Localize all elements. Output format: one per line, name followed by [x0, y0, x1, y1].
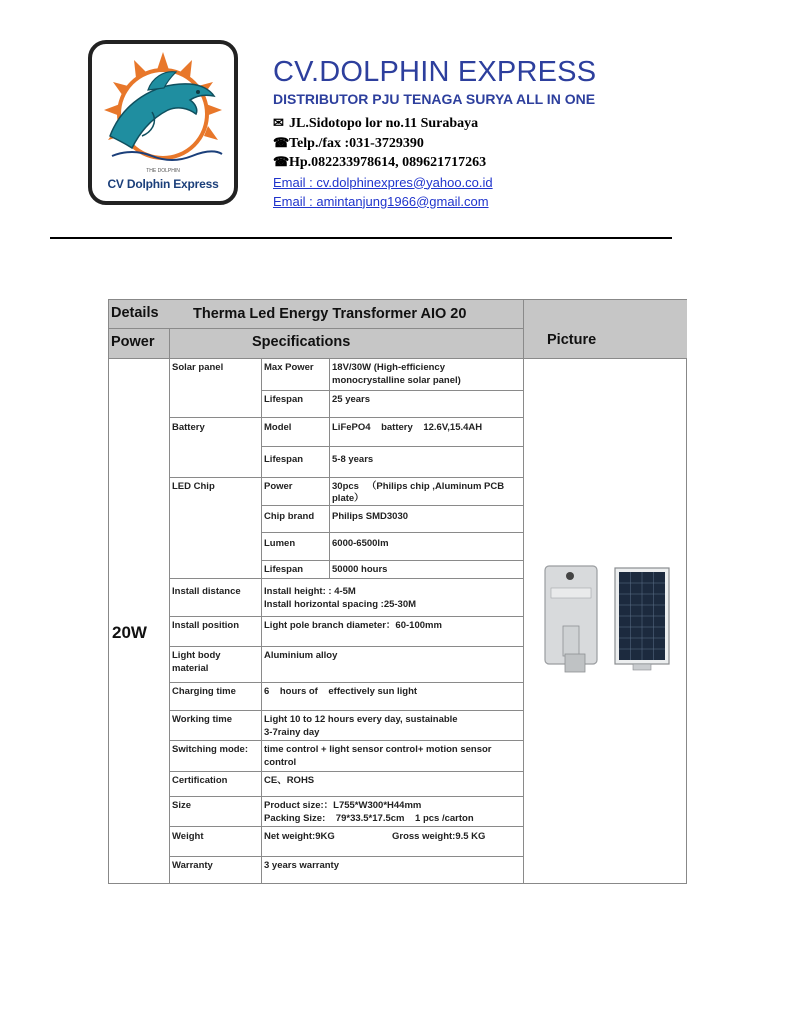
label-light-body-1: Light body [172, 650, 221, 661]
label-working-time: Working time [172, 714, 232, 725]
product-title: Therma Led Energy Transformer AIO 20 [193, 306, 467, 322]
company-info [273, 55, 596, 211]
label-max-power: Max Power [264, 362, 314, 373]
details-label: Details [111, 305, 159, 321]
telfax-line [273, 134, 596, 154]
value-charging-time: 6 hours of effectively sun light [264, 686, 418, 697]
value-install-distance-1: Install height: : 4-5M [264, 586, 356, 597]
label-led-power: Power [264, 481, 293, 492]
value-weight-gross: Gross weight:9.5 KG [392, 831, 486, 842]
specifications-label: Specifications [252, 334, 351, 350]
company-tagline: DISTRIBUTOR PJU TENAGA SURYA ALL IN ONE [273, 91, 596, 107]
picture-label: Picture [547, 332, 597, 348]
label-warranty: Warranty [172, 860, 213, 871]
logo-small-text: THE DOLPHIN [146, 168, 180, 174]
label-charging-time: Charging time [172, 686, 236, 697]
value-led-power-1: 30pcs （Philips chip ,Aluminum PCB [332, 481, 505, 492]
value-led-power-2: plate） [332, 493, 364, 504]
company-name: CV.DOLPHIN EXPRESS [273, 56, 597, 88]
value-size-2: Packing Size: 79*33.5*17.5cm 1 pcs /carton [264, 813, 474, 824]
value-light-body: Aluminium alloy [264, 650, 338, 661]
logo-caption: CV Dolphin Express [107, 177, 219, 191]
phone-icon: ☎ [273, 154, 290, 169]
hp-text: Hp.082233978614, 089621717263 [289, 155, 487, 170]
value-solar-lifespan: 25 years [332, 394, 371, 405]
label-install-distance: Install distance [172, 586, 241, 597]
address-text: JL.Sidotopo lor no.11 Surabaya [289, 116, 479, 131]
power-label: Power [111, 334, 155, 350]
header-divider [50, 237, 672, 239]
value-model: LiFePO4 battery 12.6V,15.4AH [332, 422, 483, 433]
value-certification: CE、ROHS [264, 775, 315, 786]
value-max-power-1: 18V/30W (High-efficiency [332, 362, 445, 373]
address-line [273, 114, 596, 134]
value-working-time-1: Light 10 to 12 hours every day, sustainable [264, 714, 458, 725]
value-working-time-2: 3-7rainy day [264, 727, 320, 738]
label-lumen: Lumen [264, 538, 296, 549]
label-battery: Battery [172, 422, 205, 433]
label-switching-mode: Switching mode: [172, 744, 248, 755]
email-link-yahoo[interactable]: Email : cv.dolphinexpres@yahoo.co.id [273, 174, 493, 190]
label-solar-panel: Solar panel [172, 362, 224, 373]
label-certification: Certification [172, 775, 228, 786]
value-switching-mode-1: time control + light sensor control+ motion sensor [264, 744, 492, 755]
picture-header-band [523, 300, 687, 358]
value-install-distance-2: Install horizontal spacing :25-30M [264, 599, 417, 610]
product-picture [541, 564, 673, 676]
label-led-chip: LED Chip [172, 481, 215, 492]
value-install-position: Light pole branch diameter：60-100mm [264, 620, 442, 631]
value-max-power-2: monocrystalline solar panel) [332, 375, 461, 386]
value-chip-brand: Philips SMD3030 [332, 511, 409, 522]
value-weight-net: Net weight:9KG [264, 831, 335, 842]
sensor-icon [566, 572, 574, 580]
label-size: Size [172, 800, 192, 811]
hp-line [273, 153, 596, 173]
value-size-1: Product size:：L755*W300*H44mm [264, 800, 422, 811]
label-model: Model [264, 422, 292, 433]
phone-icon: ☎ [273, 134, 290, 150]
label-battery-lifespan: Lifespan [264, 454, 304, 465]
label-solar-lifespan: Lifespan [264, 394, 304, 405]
label-install-position: Install position [172, 620, 240, 631]
value-warranty: 3 years warranty [264, 860, 339, 871]
label-light-body-2: material [172, 663, 209, 674]
value-switching-mode-2: control [264, 757, 297, 768]
email-link-gmail[interactable]: Email : amintanjung1966@gmail.com [273, 193, 489, 209]
value-led-lifespan: 50000 hours [332, 564, 388, 575]
spec-table [108, 299, 687, 884]
label-weight: Weight [172, 831, 204, 842]
label-led-lifespan: Lifespan [264, 564, 304, 575]
value-battery-lifespan: 5-8 years [332, 454, 374, 465]
value-lumen: 6000-6500lm [332, 538, 389, 549]
company-logo [88, 40, 238, 205]
pole-bracket [565, 654, 585, 672]
mailbox-icon: ✉ [273, 115, 284, 130]
telfax-text: Telp./fax :031-3729390 [289, 135, 424, 151]
power-value: 20W [112, 623, 147, 642]
label-chip-brand: Chip brand [264, 511, 315, 522]
